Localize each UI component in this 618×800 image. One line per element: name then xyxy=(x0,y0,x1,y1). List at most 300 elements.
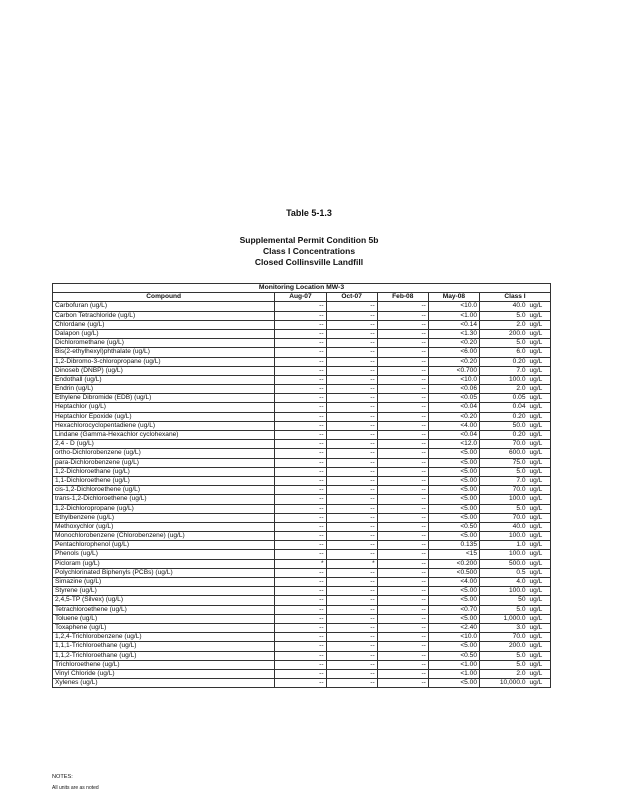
unit-cell: ug/L xyxy=(528,651,551,660)
table-body xyxy=(53,302,551,688)
unit-cell: ug/L xyxy=(528,467,551,476)
compound-cell: Hexachlorocyclopentadiene (ug/L) xyxy=(53,421,275,430)
feb-08-cell: -- xyxy=(377,605,428,614)
may-08-cell: <6.00 xyxy=(428,348,479,357)
unit-cell: ug/L xyxy=(528,320,551,329)
oct-07-cell: -- xyxy=(326,329,377,338)
compound-cell: ortho-Dichlorobenzene (ug/L) xyxy=(53,449,275,458)
compound-cell: Dichloromethane (ug/L) xyxy=(53,339,275,348)
oct-07-cell: -- xyxy=(326,587,377,596)
class-i-cell: 5.0 xyxy=(480,605,528,614)
class-i-cell: 100.0 xyxy=(480,375,528,384)
table-row xyxy=(53,394,551,403)
feb-08-cell: -- xyxy=(377,633,428,642)
unit-cell: ug/L xyxy=(528,476,551,485)
table-number: Table 5-1.3 xyxy=(286,208,332,218)
unit-cell: ug/L xyxy=(528,302,551,311)
table-row xyxy=(53,458,551,467)
oct-07-cell: -- xyxy=(326,311,377,320)
aug-07-cell: -- xyxy=(275,679,326,688)
feb-08-cell: -- xyxy=(377,339,428,348)
oct-07-cell: -- xyxy=(326,302,377,311)
oct-07-cell: -- xyxy=(326,467,377,476)
title-line-1: Supplemental Permit Condition 5b xyxy=(239,235,379,245)
compound-cell: Methoxychlor (ug/L) xyxy=(53,522,275,531)
table-row xyxy=(53,412,551,421)
feb-08-cell: -- xyxy=(377,348,428,357)
table-row xyxy=(53,559,551,568)
feb-08-cell: -- xyxy=(377,495,428,504)
unit-cell: ug/L xyxy=(528,559,551,568)
oct-07-cell: -- xyxy=(326,532,377,541)
table-row xyxy=(53,596,551,605)
may-08-cell: <5.00 xyxy=(428,532,479,541)
class-i-cell: 0.05 xyxy=(480,394,528,403)
may-08-cell: <2.40 xyxy=(428,623,479,632)
feb-08-cell: -- xyxy=(377,587,428,596)
title-line-2: Class I Concentrations xyxy=(262,246,356,256)
table-row xyxy=(53,550,551,559)
unit-cell: ug/L xyxy=(528,375,551,384)
table-row xyxy=(53,633,551,642)
class-i-cell: 200.0 xyxy=(480,642,528,651)
feb-08-cell: -- xyxy=(377,559,428,568)
compound-cell: 1,2,4-Trichlorobenzene (ug/L) xyxy=(53,633,275,642)
unit-cell: ug/L xyxy=(528,669,551,678)
notes-line: All units are as noted xyxy=(52,785,99,791)
oct-07-cell: -- xyxy=(326,440,377,449)
may-08-cell: <0.700 xyxy=(428,366,479,375)
compound-cell: 2,4 - D (ug/L) xyxy=(53,440,275,449)
table-row xyxy=(53,660,551,669)
compound-cell: cis-1,2-Dichloroethene (ug/L) xyxy=(53,486,275,495)
may-08-cell: <5.00 xyxy=(428,458,479,467)
feb-08-cell: -- xyxy=(377,320,428,329)
compound-cell: Heptachlor Epoxide (ug/L) xyxy=(53,412,275,421)
unit-cell: ug/L xyxy=(528,679,551,688)
compound-cell: Ethylene Dibromide (EDB) (ug/L) xyxy=(53,394,275,403)
unit-cell: ug/L xyxy=(528,541,551,550)
may-08-cell: <4.00 xyxy=(428,421,479,430)
col-header-aug-07: Aug-07 xyxy=(275,293,326,302)
feb-08-cell: -- xyxy=(377,458,428,467)
feb-08-cell: -- xyxy=(377,669,428,678)
compound-cell: Lindane (Gamma-Hexachlor cyclohexane) xyxy=(53,431,275,440)
aug-07-cell: -- xyxy=(275,458,326,467)
unit-cell: ug/L xyxy=(528,660,551,669)
may-08-cell: 0.135 xyxy=(428,541,479,550)
compound-cell: trans-1,2-Dichloroethene (ug/L) xyxy=(53,495,275,504)
table-row xyxy=(53,421,551,430)
aug-07-cell: -- xyxy=(275,522,326,531)
aug-07-cell: -- xyxy=(275,660,326,669)
may-08-cell: <1.00 xyxy=(428,669,479,678)
table-row xyxy=(53,568,551,577)
feb-08-cell: -- xyxy=(377,532,428,541)
feb-08-cell: -- xyxy=(377,375,428,384)
col-header-class-i: Class I xyxy=(480,293,551,302)
oct-07-cell: -- xyxy=(326,339,377,348)
aug-07-cell: -- xyxy=(275,587,326,596)
feb-08-cell: -- xyxy=(377,679,428,688)
oct-07-cell: -- xyxy=(326,394,377,403)
aug-07-cell: -- xyxy=(275,403,326,412)
table-row xyxy=(53,679,551,688)
aug-07-cell: -- xyxy=(275,431,326,440)
aug-07-cell: -- xyxy=(275,541,326,550)
aug-07-cell: -- xyxy=(275,385,326,394)
aug-07-cell: -- xyxy=(275,394,326,403)
aug-07-cell: -- xyxy=(275,329,326,338)
may-08-cell: <1.00 xyxy=(428,311,479,320)
oct-07-cell: -- xyxy=(326,458,377,467)
table-row xyxy=(53,449,551,458)
table-row xyxy=(53,605,551,614)
class-i-cell: 5.0 xyxy=(480,339,528,348)
compound-cell: Toxaphene (ug/L) xyxy=(53,623,275,632)
compound-cell: Styrene (ug/L) xyxy=(53,587,275,596)
aug-07-cell: -- xyxy=(275,605,326,614)
may-08-cell: <5.00 xyxy=(428,467,479,476)
table-row xyxy=(53,486,551,495)
class-i-cell: 5.0 xyxy=(480,660,528,669)
aug-07-cell: -- xyxy=(275,339,326,348)
compound-cell: 1,2-Dibromo-3-chloropropane (ug/L) xyxy=(53,357,275,366)
may-08-cell: <0.20 xyxy=(428,357,479,366)
table-row xyxy=(53,385,551,394)
may-08-cell: <10.0 xyxy=(428,633,479,642)
aug-07-cell: -- xyxy=(275,366,326,375)
may-08-cell: <0.05 xyxy=(428,394,479,403)
aug-07-cell: -- xyxy=(275,532,326,541)
table-row xyxy=(53,642,551,651)
feb-08-cell: -- xyxy=(377,651,428,660)
compound-cell: Dinoseb (DNBP) (ug/L) xyxy=(53,366,275,375)
class-i-cell: 5.0 xyxy=(480,467,528,476)
table-row xyxy=(53,476,551,485)
aug-07-cell: -- xyxy=(275,311,326,320)
compound-cell: 1,1-Dichloroethene (ug/L) xyxy=(53,476,275,485)
compound-cell: Heptachlor (ug/L) xyxy=(53,403,275,412)
oct-07-cell: -- xyxy=(326,348,377,357)
may-08-cell: <5.00 xyxy=(428,495,479,504)
compound-cell: Phenols (ug/L) xyxy=(53,550,275,559)
aug-07-cell: -- xyxy=(275,504,326,513)
class-i-cell: 70.0 xyxy=(480,440,528,449)
class-i-cell: 100.0 xyxy=(480,532,528,541)
feb-08-cell: -- xyxy=(377,568,428,577)
location-header-row xyxy=(53,284,551,293)
aug-07-cell: -- xyxy=(275,412,326,421)
aug-07-cell: -- xyxy=(275,421,326,430)
class-i-cell: 100.0 xyxy=(480,550,528,559)
location-header: Monitoring Location MW-3 xyxy=(53,284,551,293)
col-header-compound: Compound xyxy=(53,293,275,302)
table-row xyxy=(53,375,551,384)
aug-07-cell: * xyxy=(275,559,326,568)
table-row xyxy=(53,357,551,366)
table-row xyxy=(53,614,551,623)
table-row xyxy=(53,329,551,338)
compound-cell: Monochlorobenzene (Chlorobenzene) (ug/L) xyxy=(53,532,275,541)
may-08-cell: <12.0 xyxy=(428,440,479,449)
unit-cell: ug/L xyxy=(528,605,551,614)
feb-08-cell: -- xyxy=(377,366,428,375)
aug-07-cell: -- xyxy=(275,467,326,476)
oct-07-cell: -- xyxy=(326,431,377,440)
aug-07-cell: -- xyxy=(275,568,326,577)
oct-07-cell: -- xyxy=(326,495,377,504)
may-08-cell: <10.0 xyxy=(428,375,479,384)
may-08-cell: <5.00 xyxy=(428,642,479,651)
compound-cell: 1,1,2-Trichloroethane (ug/L) xyxy=(53,651,275,660)
feb-08-cell: -- xyxy=(377,522,428,531)
table-row xyxy=(53,348,551,357)
table-row xyxy=(53,467,551,476)
class-i-cell: 0.5 xyxy=(480,568,528,577)
table-row xyxy=(53,403,551,412)
oct-07-cell: -- xyxy=(326,642,377,651)
class-i-cell: 70.0 xyxy=(480,633,528,642)
aug-07-cell: -- xyxy=(275,476,326,485)
oct-07-cell: -- xyxy=(326,385,377,394)
title-line-3: Closed Collinsville Landfill xyxy=(254,257,364,267)
may-08-cell: <0.20 xyxy=(428,412,479,421)
unit-cell: ug/L xyxy=(528,385,551,394)
unit-cell: ug/L xyxy=(528,495,551,504)
aug-07-cell: -- xyxy=(275,669,326,678)
aug-07-cell: -- xyxy=(275,642,326,651)
compound-cell: Carbon Tetrachloride (ug/L) xyxy=(53,311,275,320)
oct-07-cell: -- xyxy=(326,550,377,559)
class-i-cell: 5.0 xyxy=(480,651,528,660)
table-row xyxy=(53,339,551,348)
class-i-cell: 5.0 xyxy=(480,504,528,513)
feb-08-cell: -- xyxy=(377,642,428,651)
class-i-cell: 2.0 xyxy=(480,385,528,394)
col-header-may-08: May-08 xyxy=(428,293,479,302)
compound-cell: para-Dichlorobenzene (ug/L) xyxy=(53,458,275,467)
unit-cell: ug/L xyxy=(528,403,551,412)
aug-07-cell: -- xyxy=(275,486,326,495)
compound-cell: Toluene (ug/L) xyxy=(53,614,275,623)
class-i-cell: 6.0 xyxy=(480,348,528,357)
oct-07-cell: -- xyxy=(326,522,377,531)
oct-07-cell: -- xyxy=(326,633,377,642)
may-08-cell: <5.00 xyxy=(428,679,479,688)
oct-07-cell: -- xyxy=(326,578,377,587)
feb-08-cell: -- xyxy=(377,385,428,394)
unit-cell: ug/L xyxy=(528,431,551,440)
unit-cell: ug/L xyxy=(528,587,551,596)
compound-cell: Trichloroethene (ug/L) xyxy=(53,660,275,669)
aug-07-cell: -- xyxy=(275,513,326,522)
class-i-cell: 0.20 xyxy=(480,431,528,440)
class-i-cell: 1.0 xyxy=(480,541,528,550)
may-08-cell: <5.00 xyxy=(428,596,479,605)
class-i-cell: 2.0 xyxy=(480,669,528,678)
may-08-cell: <5.00 xyxy=(428,449,479,458)
unit-cell: ug/L xyxy=(528,458,551,467)
col-header-oct-07: Oct-07 xyxy=(326,293,377,302)
may-08-cell: <1.00 xyxy=(428,660,479,669)
table-title xyxy=(0,235,618,268)
aug-07-cell: -- xyxy=(275,357,326,366)
feb-08-cell: -- xyxy=(377,660,428,669)
class-i-cell: 1,000.0 xyxy=(480,614,528,623)
compound-cell: Bis(2-ethylhexyl)phthalate (ug/L) xyxy=(53,348,275,357)
compound-cell: Pentachlorophenol (ug/L) xyxy=(53,541,275,550)
aug-07-cell: -- xyxy=(275,596,326,605)
feb-08-cell: -- xyxy=(377,412,428,421)
unit-cell: ug/L xyxy=(528,513,551,522)
unit-cell: ug/L xyxy=(528,642,551,651)
oct-07-cell: -- xyxy=(326,596,377,605)
notes-heading: NOTES: xyxy=(52,774,73,780)
aug-07-cell: -- xyxy=(275,375,326,384)
class-i-cell: 200.0 xyxy=(480,329,528,338)
unit-cell: ug/L xyxy=(528,568,551,577)
unit-cell: ug/L xyxy=(528,412,551,421)
feb-08-cell: -- xyxy=(377,431,428,440)
feb-08-cell: -- xyxy=(377,329,428,338)
feb-08-cell: -- xyxy=(377,449,428,458)
unit-cell: ug/L xyxy=(528,339,551,348)
aug-07-cell: -- xyxy=(275,614,326,623)
feb-08-cell: -- xyxy=(377,541,428,550)
class-i-cell: 0.20 xyxy=(480,357,528,366)
oct-07-cell: -- xyxy=(326,486,377,495)
may-08-cell: <0.70 xyxy=(428,605,479,614)
aug-07-cell: -- xyxy=(275,550,326,559)
aug-07-cell: -- xyxy=(275,348,326,357)
unit-cell: ug/L xyxy=(528,357,551,366)
may-08-cell: <5.00 xyxy=(428,476,479,485)
class-i-cell: 5.0 xyxy=(480,311,528,320)
feb-08-cell: -- xyxy=(377,357,428,366)
may-08-cell: <5.00 xyxy=(428,504,479,513)
oct-07-cell: -- xyxy=(326,679,377,688)
class-i-cell: 3.0 xyxy=(480,623,528,632)
table-row xyxy=(53,366,551,375)
feb-08-cell: -- xyxy=(377,302,428,311)
may-08-cell: <0.14 xyxy=(428,320,479,329)
table-row xyxy=(53,513,551,522)
unit-cell: ug/L xyxy=(528,550,551,559)
class-i-cell: 40.0 xyxy=(480,522,528,531)
table-row xyxy=(53,532,551,541)
table-row xyxy=(53,440,551,449)
oct-07-cell: -- xyxy=(326,614,377,623)
column-header-row xyxy=(53,293,551,302)
compound-cell: Polychlorinated Biphenyls (PCBs) (ug/L) xyxy=(53,568,275,577)
may-08-cell: <0.500 xyxy=(428,568,479,577)
class-i-cell: 50.0 xyxy=(480,421,528,430)
aug-07-cell: -- xyxy=(275,578,326,587)
feb-08-cell: -- xyxy=(377,440,428,449)
aug-07-cell: -- xyxy=(275,302,326,311)
oct-07-cell: -- xyxy=(326,513,377,522)
feb-08-cell: -- xyxy=(377,504,428,513)
compound-cell: 1,2-Dichloroethane (ug/L) xyxy=(53,467,275,476)
feb-08-cell: -- xyxy=(377,596,428,605)
compound-cell: 1,2-Dichloropropane (ug/L) xyxy=(53,504,275,513)
feb-08-cell: -- xyxy=(377,467,428,476)
feb-08-cell: -- xyxy=(377,550,428,559)
unit-cell: ug/L xyxy=(528,421,551,430)
may-08-cell: <15 xyxy=(428,550,479,559)
feb-08-cell: -- xyxy=(377,394,428,403)
compound-cell: Carbofuran (ug/L) xyxy=(53,302,275,311)
oct-07-cell: -- xyxy=(326,357,377,366)
compound-cell: Simazine (ug/L) xyxy=(53,578,275,587)
unit-cell: ug/L xyxy=(528,596,551,605)
class-i-cell: 70.0 xyxy=(480,513,528,522)
feb-08-cell: -- xyxy=(377,614,428,623)
oct-07-cell: -- xyxy=(326,403,377,412)
compound-cell: Picloram (ug/L) xyxy=(53,559,275,568)
class-i-cell: 7.0 xyxy=(480,476,528,485)
feb-08-cell: -- xyxy=(377,486,428,495)
table-row xyxy=(53,587,551,596)
unit-cell: ug/L xyxy=(528,311,551,320)
class-i-cell: 0.20 xyxy=(480,412,528,421)
unit-cell: ug/L xyxy=(528,578,551,587)
feb-08-cell: -- xyxy=(377,311,428,320)
class-i-cell: 7.0 xyxy=(480,366,528,375)
unit-cell: ug/L xyxy=(528,486,551,495)
feb-08-cell: -- xyxy=(377,421,428,430)
may-08-cell: <5.00 xyxy=(428,587,479,596)
oct-07-cell: -- xyxy=(326,568,377,577)
table-row xyxy=(53,320,551,329)
class-i-cell: 2.0 xyxy=(480,320,528,329)
oct-07-cell: -- xyxy=(326,651,377,660)
table-row xyxy=(53,578,551,587)
unit-cell: ug/L xyxy=(528,522,551,531)
oct-07-cell: -- xyxy=(326,449,377,458)
may-08-cell: <0.04 xyxy=(428,431,479,440)
feb-08-cell: -- xyxy=(377,623,428,632)
aug-07-cell: -- xyxy=(275,495,326,504)
class-i-cell: 100.0 xyxy=(480,495,528,504)
unit-cell: ug/L xyxy=(528,348,551,357)
aug-07-cell: -- xyxy=(275,440,326,449)
class-i-cell: 50 xyxy=(480,596,528,605)
oct-07-cell: -- xyxy=(326,504,377,513)
may-08-cell: <4.00 xyxy=(428,578,479,587)
may-08-cell: <5.00 xyxy=(428,513,479,522)
unit-cell: ug/L xyxy=(528,329,551,338)
class-i-cell: 75.0 xyxy=(480,458,528,467)
may-08-cell: <0.20 xyxy=(428,339,479,348)
unit-cell: ug/L xyxy=(528,366,551,375)
table-row xyxy=(53,623,551,632)
may-08-cell: <0.50 xyxy=(428,651,479,660)
unit-cell: ug/L xyxy=(528,394,551,403)
table-row xyxy=(53,541,551,550)
class-i-cell: 4.0 xyxy=(480,578,528,587)
compound-cell: Endrin (ug/L) xyxy=(53,385,275,394)
aug-07-cell: -- xyxy=(275,320,326,329)
unit-cell: ug/L xyxy=(528,623,551,632)
class-i-cell: 10,000.0 xyxy=(480,679,528,688)
col-header-feb-08: Feb-08 xyxy=(377,293,428,302)
may-08-cell: <0.200 xyxy=(428,559,479,568)
compound-cell: 2,4,5-TP (Silvex) (ug/L) xyxy=(53,596,275,605)
class-i-cell: 40.0 xyxy=(480,302,528,311)
unit-cell: ug/L xyxy=(528,532,551,541)
